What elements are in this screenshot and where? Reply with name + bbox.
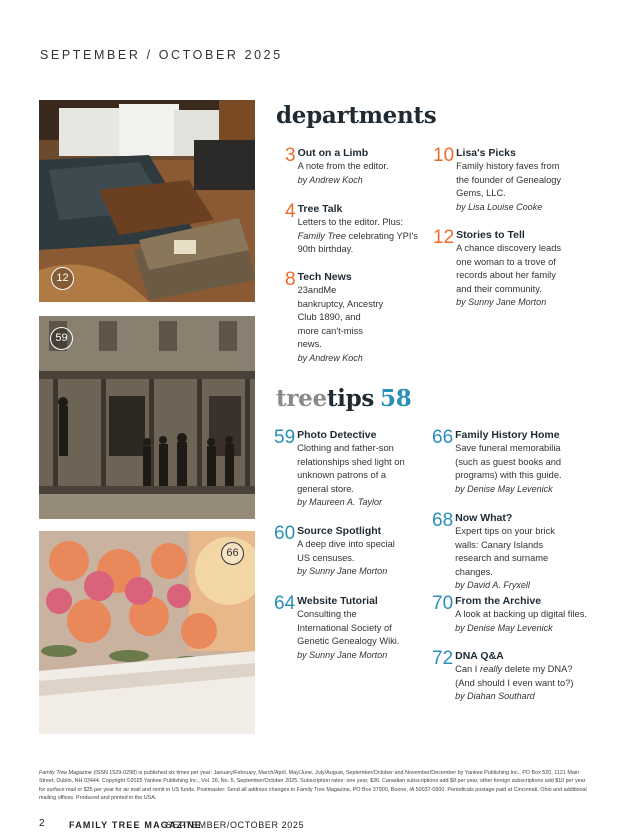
dept-entry-tech-news[interactable] (285, 271, 435, 365)
tip-entry-from-the-archive[interactable] (432, 595, 602, 635)
tip-entry-dna-qa[interactable] (432, 650, 602, 704)
entry-title: Family History Home (455, 429, 560, 441)
page-badge-12: 12 (51, 267, 74, 290)
publication-notice: Family Tree Magazine (ISSN 1529-0298) is published six times per year: January/February, March/April, May/June, July/August, September/October and November/December by Yankee Publishing Inc., PO Box 520, 1121 Main Street, Dublin, NH 03444. Copyright ©2025 Yankee Publishing Inc., Vol. 26, No. 5, September/October 2025. Subscription rates: one year, $36. Canadian subscriptions add $8 per year, other foreign subscriptions add $10 per year for surface mail or $35 per year for air mail and remit in US funds. Postmaster: Send all address changes to Family Tree Magazine, PO Box 37900, Boone, IA 50037-0900. Periodicals postage paid at Cincinnati, Ohio and additional mailing offices. Produced and printed in the USA. (39, 770, 587, 801)
entry-desc: Can I really delete my DNA? (And should I even want to?) (455, 664, 574, 688)
entry-byline: by Sunny Jane Morton (456, 297, 547, 307)
tip-entry-now-what[interactable] (432, 512, 602, 593)
entry-desc: Clothing and father-son relationships shed light on unknown patrons of a general store. (297, 443, 405, 494)
page-badge-59: 59 (50, 327, 73, 350)
tip-entry-photo-detective[interactable] (274, 429, 434, 510)
entry-byline: by Denise May Levenick (455, 483, 553, 494)
entry-desc: A look at backing up digital files. (455, 609, 587, 619)
page-number: 64 (274, 593, 296, 614)
treetips-heading-tips: tips (326, 385, 375, 412)
page-number: 70 (432, 593, 454, 614)
entry-desc: A deep dive into special US censuses. (297, 539, 395, 563)
entry-title: Out on a Limb (297, 147, 369, 159)
entry-title: Website Tutorial (297, 595, 378, 607)
dept-entry-tree-talk[interactable] (285, 203, 435, 257)
entry-byline: by Sunny Jane Morton (297, 566, 388, 576)
entry-desc: Family history faves from the founder of Genealogy Gems, LLC. (456, 161, 562, 198)
treetips-heading-tree: tree (276, 385, 327, 412)
tip-entry-family-history-home[interactable] (432, 429, 602, 496)
entry-desc: Save funeral memorabilia (such as guest books and programs) with this guide. (455, 443, 562, 480)
page-number: 4 (285, 201, 296, 222)
entry-title: Photo Detective (297, 429, 377, 441)
entry-byline: by Maureen A. Taylor (297, 497, 383, 507)
treetips-heading (276, 385, 411, 412)
page-number: 60 (274, 523, 296, 544)
page-number: 72 (432, 648, 454, 669)
entry-title: DNA Q&A (455, 650, 504, 662)
entry-title: From the Archive (455, 595, 542, 607)
page-number: 3 (285, 145, 296, 166)
page-number: 68 (432, 510, 454, 531)
page-number: 66 (432, 427, 454, 448)
entry-desc: Consulting the International Society of Genetic Genealogy Wiki. (297, 609, 400, 646)
entry-title: Tree Talk (297, 203, 343, 215)
tip-entry-website-tutorial[interactable] (274, 595, 434, 662)
footer-issue-date: SEPTEMBER/OCTOBER 2025 (166, 820, 305, 830)
flowers-illustration (39, 531, 255, 734)
entry-byline: by Sunny Jane Morton (297, 649, 388, 660)
entry-desc: A chance discovery leads one woman to a trove of records about her family and their community. (456, 243, 562, 294)
page-number: 12 (433, 227, 455, 248)
entry-byline: by Diahan Southard (455, 691, 535, 701)
dept-entry-stories-to-tell[interactable] (433, 229, 593, 310)
tip-entry-source-spotlight[interactable] (274, 525, 434, 579)
entry-desc: Expert tips on your brick walls: Canary Islands research and surname changes. (455, 526, 555, 577)
departments-heading: departments (276, 102, 437, 129)
entry-title: Now What? (455, 512, 513, 524)
store-illustration (39, 316, 255, 519)
entry-title: Source Spotlight (297, 525, 382, 537)
page-badge-66: 66 (221, 542, 244, 565)
treetips-page: 58 (380, 385, 412, 412)
entry-byline: by David A. Fryxell (455, 580, 530, 590)
entry-desc: Letters to the editor. Plus: Family Tree celebrating YPI's 90th birthday. (297, 217, 418, 254)
page-number: 10 (433, 145, 455, 166)
entry-title: Tech News (297, 271, 352, 283)
footer-magazine-name: FAMILY TREE MAGAZINE (69, 820, 203, 830)
page-number-footer: 2 (39, 818, 45, 829)
dept-entry-lisas-picks[interactable] (433, 147, 593, 214)
photo-general-store (39, 316, 255, 519)
dept-entry-out-on-a-limb[interactable] (285, 147, 435, 187)
issue-date: SEPTEMBER / OCTOBER 2025 (40, 48, 283, 62)
photo-old-books (39, 100, 255, 302)
entry-byline: by Andrew Koch (297, 174, 363, 185)
entry-byline: by Lisa Louise Cooke (456, 201, 543, 212)
entry-title: Stories to Tell (456, 229, 525, 241)
entry-desc: 23andMe bankruptcy, Ancestry Club 1890, and more can't-miss news. (297, 285, 384, 349)
page-number: 8 (285, 269, 296, 290)
page-number: 59 (274, 427, 296, 448)
entry-byline: by Denise May Levenick (455, 622, 553, 633)
entry-desc: A note from the editor. (297, 161, 389, 171)
entry-title: Lisa's Picks (456, 147, 516, 159)
photo-funeral-flowers (39, 531, 255, 734)
entry-byline: by Andrew Koch (297, 352, 363, 363)
